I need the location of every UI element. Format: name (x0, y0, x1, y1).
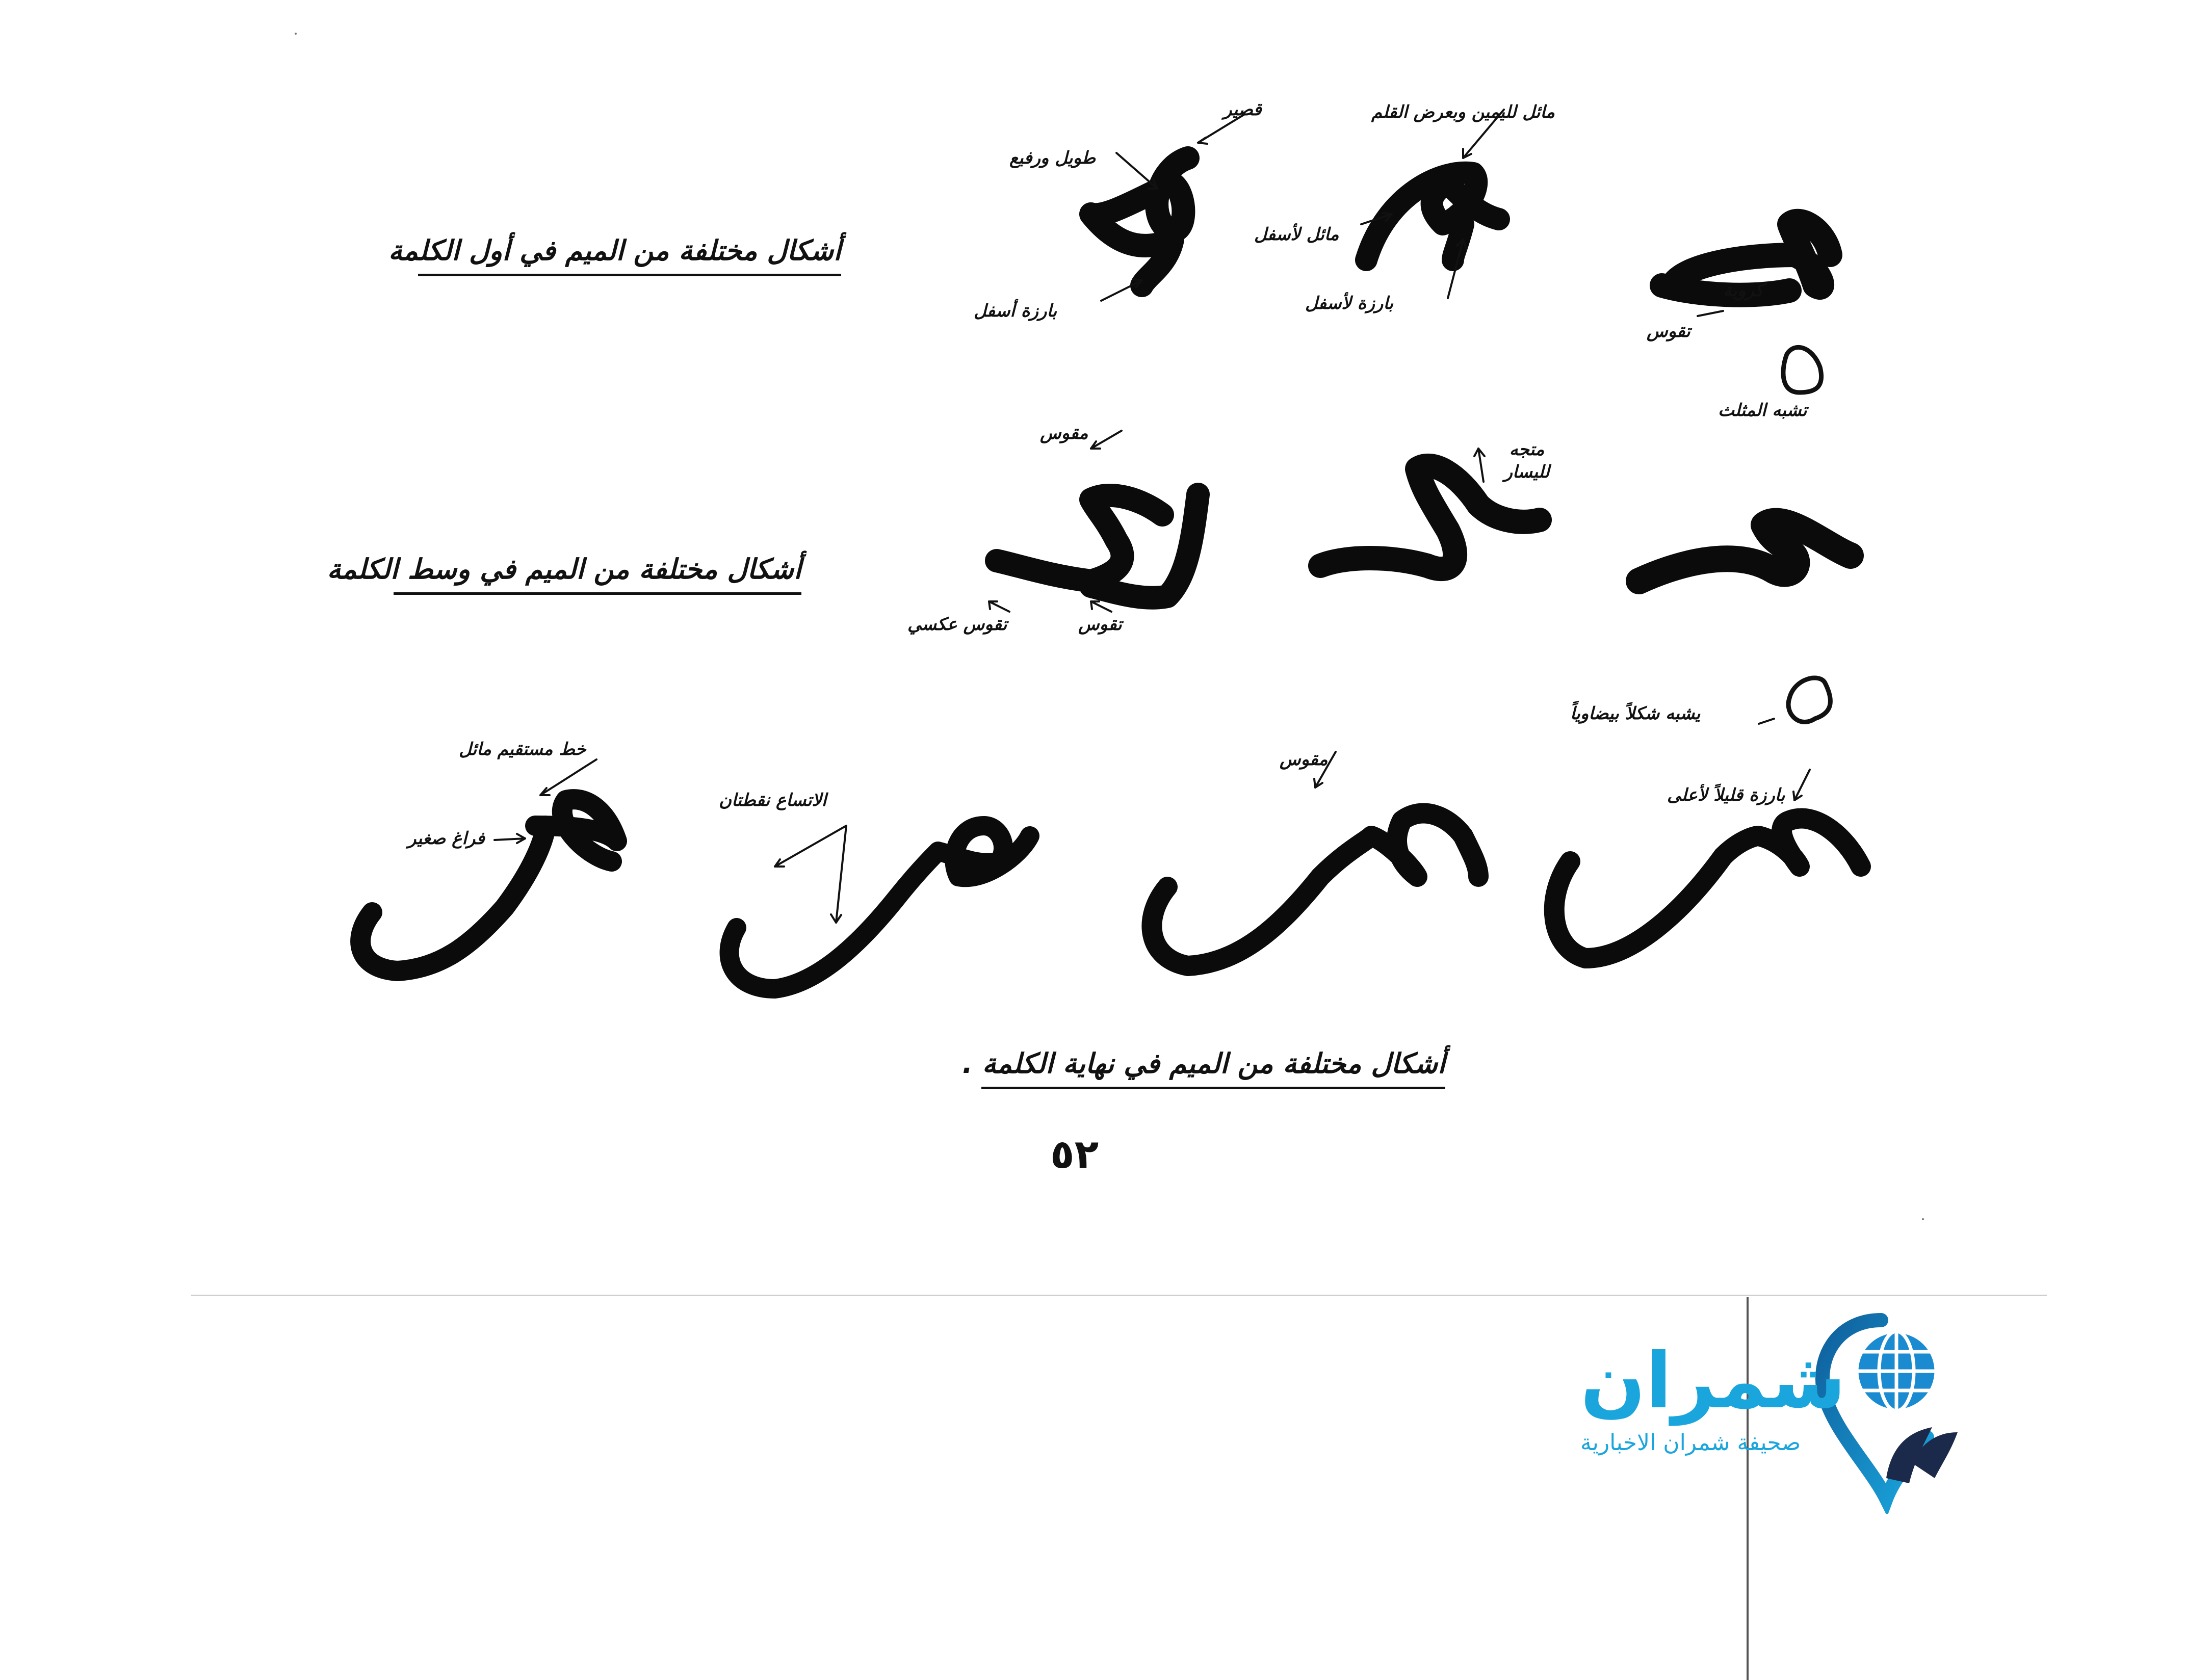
logo-tagline: صحيفة شمران الاخبارية (1580, 1430, 1801, 1456)
note-protrude-down-1: بارزة أسفل (974, 301, 1057, 321)
note-toward-left: متجه لليسار (1504, 439, 1550, 482)
heading-final-forms: أشكال مختلفة من الميم في نهاية الكلمة . (981, 1047, 1445, 1089)
meem-final-form-2 (730, 826, 1030, 989)
note-tilted-down: مائل لأسفل (1254, 224, 1339, 245)
meem-medial-form-1 (997, 494, 1198, 598)
note-protrude-down-2: بارزة لأسفل (1305, 293, 1394, 313)
note-almond-shape: يشبه شكلاً بيضاوياً (1570, 703, 1701, 724)
meem-final-form-3 (1152, 813, 1478, 966)
note-curved: كروية (1723, 280, 1764, 301)
note-short: قصير (1224, 99, 1262, 120)
note-triangle: تشبه المثلث (1718, 400, 1807, 421)
note-arched-initial: تقوس (1647, 321, 1690, 342)
logo-name: شمران (1580, 1337, 1846, 1426)
heading-initial-forms: أشكال مختلفة من الميم في أول الكلمة (418, 234, 841, 276)
meem-final-form-1 (360, 799, 617, 971)
note-small-gap: فراغ صغير (408, 828, 485, 849)
note-tilted-right: مائل لليمين وبعرض القلم (1371, 102, 1555, 122)
meem-initial-form-1 (1091, 158, 1188, 285)
heading-medial-forms: أشكال مختلفة من الميم في وسط الكلمة (394, 553, 801, 595)
note-tall-thin: طويل ورفيع (1009, 148, 1096, 168)
scan-bottom-rule (191, 1295, 2047, 1296)
note-slightly-up: بارزة قليلاً لأعلى (1667, 785, 1785, 805)
note-arched-final: مقوس (1280, 749, 1328, 770)
note-straight-slanted: خط مستقيم مائل (459, 739, 586, 759)
note-arched-top-medial: مقوس (1040, 423, 1088, 443)
note-reverse-arch: تقوس عكسي (907, 614, 1007, 635)
meem-medial-form-3 (1639, 521, 1851, 581)
note-two-points-width: الاتساع نقطتان (719, 790, 827, 810)
page-number: ٥٢ (1050, 1132, 1099, 1177)
meem-initial-form-3 (1662, 221, 1830, 392)
shamran-logo (1570, 1310, 1978, 1514)
note-arch-medial: تقوس (1078, 614, 1122, 635)
